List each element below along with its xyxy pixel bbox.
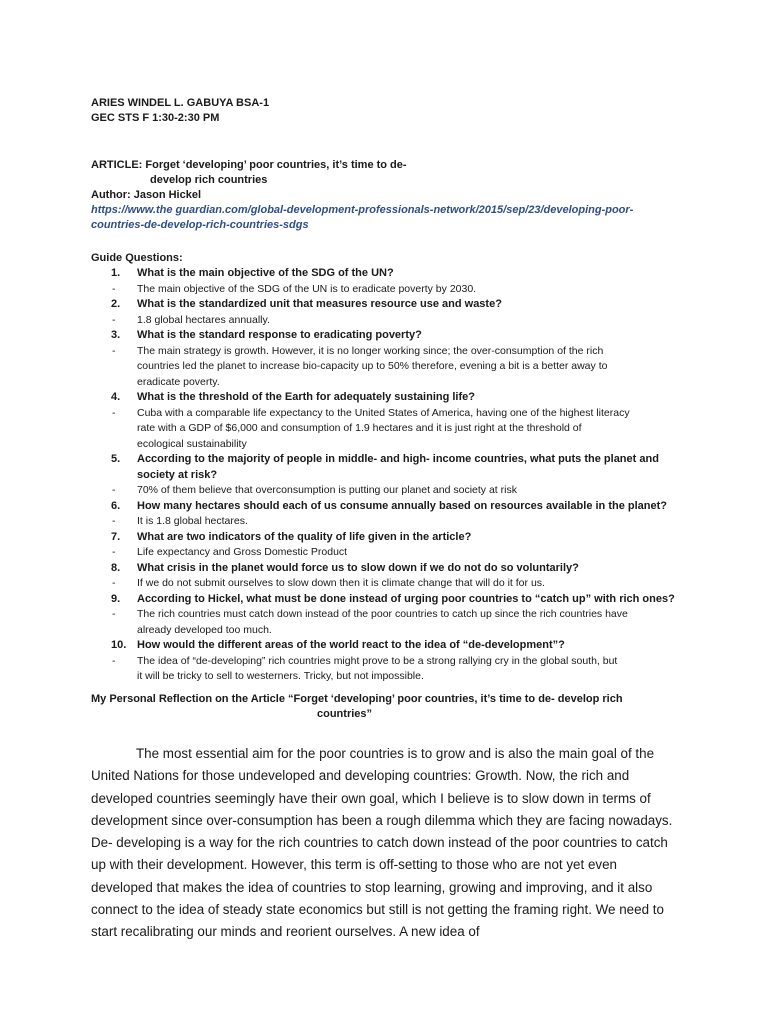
answer-text: The main objective of the SDG of the UN is to eradicate poverty by 2030. — [137, 282, 477, 295]
question-text: How would the different areas of the world react to the idea of “de-development”? — [137, 639, 565, 651]
guide-answer — [91, 375, 681, 391]
guide-answer — [91, 359, 681, 375]
reflection-title-line-1: My Personal Reflection on the Article “Forget ‘developing’ poor countries, it’s time to de- develop rich — [91, 693, 623, 705]
guide-question — [91, 328, 681, 344]
guide-question — [91, 390, 681, 406]
answer-text: Cuba with a comparable life expectancy to the United States of America, having one of the highest literacy — [137, 406, 630, 419]
dash-bullet: - — [112, 515, 116, 527]
guide-answer — [91, 623, 681, 639]
dash-bullet: - — [112, 608, 116, 620]
guide-question — [91, 297, 681, 313]
guide-questions — [91, 251, 681, 685]
dash-bullet: - — [112, 577, 116, 589]
guide-answer — [91, 282, 681, 298]
question-text: What crisis in the planet would force us to slow down if we do not do so voluntarily? — [137, 561, 579, 574]
guide-questions-list — [91, 266, 681, 685]
dash-bullet: - — [112, 406, 116, 419]
question-number: 5. — [111, 453, 121, 465]
question-number: 2. — [111, 298, 121, 310]
question-text: What is the standard response to eradicating poverty? — [137, 329, 422, 341]
answer-text: It is 1.8 global hectares. — [137, 515, 248, 527]
question-text: What are two indicators of the quality of life given in the article? — [137, 530, 472, 543]
guide-answer — [91, 576, 681, 592]
answer-text: 1.8 global hectares annually. — [137, 313, 270, 326]
answer-text: The idea of “de-developing” rich countries might prove to be a strong rallying cry in the global south, but — [137, 654, 618, 667]
guide-question — [91, 266, 681, 282]
guide-question — [91, 592, 681, 608]
answer-text: Life expectancy and Gross Domestic Product — [137, 546, 348, 558]
guide-answer — [91, 514, 681, 530]
guide-question — [91, 452, 681, 468]
answer-text: countries led the planet to increase bio-capacity up to 50% therefore, evening a bit is a better away to — [137, 360, 608, 372]
guide-answer — [91, 406, 681, 422]
guide-answer — [91, 437, 681, 453]
question-number: 3. — [111, 329, 121, 341]
reflection-title — [91, 692, 651, 722]
article-url-line-2[interactable]: countries-de-develop-rich-countries-sdgs — [91, 219, 309, 231]
guide-question — [91, 561, 681, 577]
answer-text: it will be tricky to sell to westerners. Tricky, but not impossible. — [137, 670, 424, 682]
question-text: What is the standardized unit that measures resource use and waste? — [137, 298, 502, 310]
guide-answer — [91, 607, 681, 623]
guide-question — [91, 530, 681, 546]
class-schedule-line: GEC STS F 1:30-2:30 PM — [91, 112, 220, 124]
guide-answer — [91, 545, 681, 561]
answer-text: The main strategy is growth. However, it is no longer working since; the over-consumption of the rich — [137, 344, 604, 357]
answer-text: already developed too much. — [137, 623, 272, 636]
question-number: 6. — [111, 499, 121, 512]
dash-bullet: - — [112, 344, 116, 357]
answer-text: If we do not submit ourselves to slow down then it is climate change that will do it for us. — [137, 577, 545, 589]
guide-question — [91, 468, 681, 484]
article-url-line-1[interactable]: https://www.the guardian.com/global-development-professionals-network/2015/sep/23/developing-poor- — [91, 204, 634, 216]
dash-bullet: - — [112, 546, 116, 558]
answer-text: rate with a GDP of $6,000 and consumption of 1.9 hectares and it is just right at the threshold of — [137, 422, 582, 434]
question-number: 9. — [111, 592, 121, 605]
answer-text: 70% of them believe that overconsumption is putting our planet and society at risk — [137, 484, 517, 496]
guide-question — [91, 638, 681, 654]
answer-text: ecological sustainability — [137, 437, 247, 450]
article-author: Author: Jason Hickel — [91, 189, 202, 201]
student-header — [91, 96, 269, 126]
question-text: What is the threshold of the Earth for adequately sustaining life? — [137, 391, 475, 403]
reflection-body: The most essential aim for the poor countries is to grow and is also the main goal of the United Nations for those undeveloped and developing countries: Growth. Now, the rich and developed countries seemingly have their own goal, which I believe is to slow down in terms of development since over-consumption has been a rough dilemma which they are facing nowadays. De- developing is a way for the rich countries to catch down instead of the poor countries to catch up with their development. However, this term is off-setting to those who are not yet even developed that makes the idea of countries to stop learning, growing and improving, and it also connect to the idea of steady state economics but still is not getting the framing right. We need to start recalibrating our minds and reorient ourselves. A new idea of — [91, 746, 673, 940]
answer-text: The rich countries must catch down instead of the poor countries to catch up since the rich countries have — [137, 608, 628, 620]
question-text: What is the main objective of the SDG of the UN? — [137, 267, 394, 279]
question-text: According to the majority of people in middle- and high- income countries, what puts the planet and — [137, 453, 659, 465]
question-text: society at risk? — [137, 468, 218, 481]
guide-answer — [91, 654, 681, 670]
article-info — [91, 158, 711, 233]
question-number: 4. — [111, 391, 121, 403]
guide-questions-title: Guide Questions: — [91, 252, 183, 264]
answer-text: eradicate poverty. — [137, 375, 220, 388]
question-number: 10. — [111, 639, 127, 651]
question-number: 7. — [111, 530, 121, 543]
article-title-line-1: ARTICLE: Forget ‘developing’ poor countries, it’s time to de- — [91, 159, 407, 171]
guide-answer — [91, 421, 681, 437]
guide-answer — [91, 483, 681, 499]
guide-question — [91, 499, 681, 515]
guide-answer — [91, 669, 681, 685]
guide-answer — [91, 313, 681, 329]
question-text: How many hectares should each of us consume annually based on resources available in the planet? — [137, 499, 667, 512]
question-number: 1. — [111, 267, 121, 279]
dash-bullet: - — [112, 484, 116, 496]
article-title-line-2: develop rich countries — [150, 174, 268, 186]
dash-bullet: - — [112, 313, 116, 326]
dash-bullet: - — [112, 282, 116, 295]
student-name-line: ARIES WINDEL L. GABUYA BSA-1 — [91, 97, 270, 109]
guide-answer — [91, 344, 681, 360]
reflection-title-line-2: countries” — [317, 708, 373, 720]
question-number: 8. — [111, 561, 121, 574]
question-text: According to Hickel, what must be done instead of urging poor countries to “catch up” with rich ones? — [137, 592, 675, 605]
dash-bullet: - — [112, 654, 116, 667]
